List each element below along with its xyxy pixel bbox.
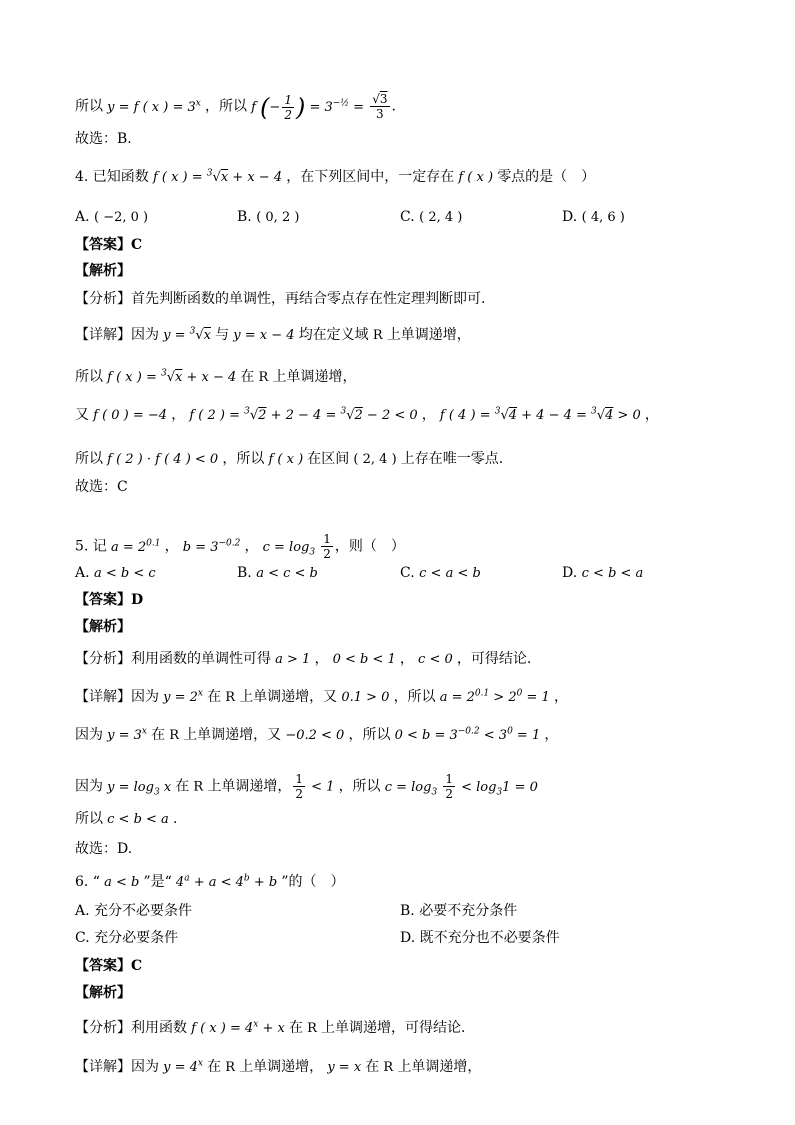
line-top-1: 所以 y = f ( x ) = $3^x$ ，所以 f (− $\frac{1}{2}$ ) = $3^{-\frac{1}{2}}$ = $\frac{√3}{3}$ . (75, 92, 396, 122)
formula: $c = \log_3$ (380, 779, 438, 798)
q4-detail-4: 所以 f ( 2 ) · f ( 4 ) < 0 ，所以 f ( x ) 在区间 ( 2, 4 ) 上存在唯一零点. (75, 451, 504, 467)
q5-choose: 故选：D. (75, 841, 133, 857)
formula: a < b < c (94, 566, 156, 581)
q6-option-c: C. 充分必要条件 (75, 930, 179, 946)
formula: R (254, 370, 273, 385)
formula: R (302, 1021, 322, 1036)
formula: R (368, 328, 387, 343)
q5-detail-3: 因为 $y = \log_3 x$ 在 R 上单调递增， $\frac{1}{2}$ < 1 ，所以 $c = \log_3$ $\frac{1}{2}$ < $\log_31 = 0$ (75, 772, 538, 801)
formula: f (− $\frac{1}{2}$ ) = $3^{-\frac{1}{2}}$ = (246, 92, 369, 122)
q6-option-a: A. 充分不必要条件 (75, 903, 193, 919)
formula: f ( x ) (264, 452, 308, 467)
formula: c < 0 (413, 652, 457, 667)
q4-detail-3: 又 f ( 0 ) = −4 ， f ( 2 ) = $^3$√2 + 2 − 4 = $^3$√2 − 2 < 0 ， f ( 4 ) = $^3$√4 + 4 − 4 = $^3$√4 > 0 ， (75, 406, 659, 423)
formula: f ( 4 ) = $^3$√4 + 4 − 4 = $^3$√4 > 0 (435, 406, 645, 423)
formula: y = x − 4 (229, 328, 299, 343)
q4-analysis: 【分析】首先判断函数的单调性，再结合零点存在性定理判断即可. (75, 291, 486, 307)
q5-detail-2: 因为 $y = 3^x$ 在 R 上单调递增，又 −0.2 < 0 ，所以 $0 < b = 3^{-0.2} < 3^0 = 1$ ， (75, 726, 559, 743)
formula: 0 < b < 1 (328, 652, 400, 667)
formula: a < b (99, 875, 144, 890)
q5-detail-4: 所以 c < b < a . (75, 811, 178, 827)
q6-jiexi: 【解析】 (75, 985, 131, 1001)
formula: $4^a + a < 4^b + b$ (171, 873, 282, 890)
formula: $c = \log_3$ (258, 539, 316, 558)
q6-option-d: D. 既不充分也不必要条件 (400, 930, 560, 946)
line-top-choose: 故选：B. (75, 131, 132, 147)
formula: $y = 3^x$ (103, 726, 147, 743)
q5-jiexi: 【解析】 (75, 619, 131, 635)
formula: $b = 3^{-0.2}$ (178, 538, 241, 555)
q4-choose: 故选：C (75, 479, 128, 495)
formula: ( 2, 4 ) (349, 452, 401, 467)
formula: $y = 4^x$ (159, 1058, 203, 1075)
formula: a < c < b (256, 566, 318, 581)
formula: a > 1 (271, 652, 315, 667)
formula: $0 < b = 3^{-0.2} < 3^0 = 1$ (390, 726, 545, 743)
q4-detail-2: 所以 f ( x ) = $^3$√x + x − 4 在 R 上单调递增， (75, 368, 357, 385)
formula: f ( x ) (454, 170, 498, 185)
formula: y = f ( x ) = $3^x$ (103, 98, 201, 115)
q4-option-b: B. ( 0, 2 ) (237, 209, 300, 225)
formula: c < a < b (419, 566, 481, 581)
formula: < 1 (307, 779, 339, 795)
q5-option-d: D. c < b < a (562, 565, 644, 581)
fraction-one-half: $\frac{1}{2}$ (295, 772, 303, 801)
formula: R (189, 779, 208, 795)
q4-option-a: A. ( −2, 0 ) (75, 209, 149, 225)
formula: ( 2, 4 ) (419, 210, 463, 225)
formula: f ( x ) = $^3$√x + x − 4 (148, 168, 287, 185)
formula: ( 0, 2 ) (256, 210, 300, 225)
q5-option-a: A. a < b < c (75, 565, 156, 581)
q6-detail-1: 【详解】因为 $y = 4^x$ 在 R 上单调递增， y = x 在 R 上单调递增， (75, 1058, 482, 1075)
formula: $a = 2^{0.1} > 2^0 = 1$ (435, 688, 554, 705)
formula: R (221, 1060, 240, 1075)
formula: 0.1 > 0 (337, 690, 394, 705)
q6-option-b: B. 必要不充分条件 (400, 903, 518, 919)
q4-jiexi: 【解析】 (75, 263, 131, 279)
formula: c < b < a (103, 812, 173, 827)
q6-answer: 【答案】C (75, 958, 143, 974)
q5-option-c: C. c < a < b (400, 565, 481, 581)
formula: y = $^3$√x (159, 326, 212, 343)
formula: $y = \log_3 x$ (103, 779, 176, 798)
fraction-sqrt3-over-3: $\frac{√3}{3}$ (372, 92, 388, 121)
formula: ( −2, 0 ) (94, 210, 149, 225)
formula: f ( x ) = $^3$√x + x − 4 (103, 368, 241, 385)
formula: R (379, 1060, 398, 1075)
q4-option-d: D. ( 4, 6 ) (562, 209, 625, 225)
formula: ( 4, 6 ) (581, 210, 625, 225)
formula: y = x (323, 1060, 366, 1075)
formula: f ( 0 ) = −4 (89, 408, 172, 423)
q5-analysis: 【分析】利用函数的单调性可得 a > 1 ， 0 < b < 1 ， c < 0 ，可得结论. (75, 651, 532, 667)
q4-detail-1: 【详解】因为 y = $^3$√x 与 y = x − 4 均在定义域 R 上单调递增， (75, 326, 471, 343)
q6-stem: 6. “ a < b ”是“ $4^a + a < 4^b + b$ ”的（ ） (75, 873, 345, 890)
q4-stem: 4. 已知函数 f ( x ) = $^3$√x + x − 4 ，在下列区间中，一定存在 f ( x ) 零点的是（ ） (75, 168, 596, 185)
formula: f ( 2 ) · f ( 4 ) < 0 (103, 452, 223, 467)
formula: $a = 2^{0.1}$ (106, 538, 161, 555)
formula: < $\log_31 = 0$ (456, 779, 538, 798)
formula: R (165, 728, 184, 743)
q5-stem: 5. 记 $a = 2^{0.1}$ ， $b = 3^{-0.2}$ ， $c = \log_3$ $\frac{1}{2}$ ，则（ ） (75, 532, 405, 561)
formula: R (221, 690, 240, 705)
fraction-one-half: $\frac{1}{2}$ (445, 772, 453, 801)
q5-option-b: B. a < c < b (237, 565, 318, 581)
formula: f ( 2 ) = $^3$√2 + 2 − 4 = $^3$√2 − 2 < 0 (185, 406, 422, 423)
formula: c < b < a (581, 566, 644, 581)
q4-option-c: C. ( 2, 4 ) (400, 209, 463, 225)
formula: $y = 2^x$ (159, 688, 203, 705)
q4-answer: 【答案】C (75, 237, 143, 253)
formula: f ( x ) = $4^x + x$ (187, 1019, 289, 1036)
q5-detail-1: 【详解】因为 $y = 2^x$ 在 R 上单调递增，又 0.1 > 0 ，所以 $a = 2^{0.1} > 2^0 = 1$ ， (75, 688, 568, 705)
q6-analysis: 【分析】利用函数 f ( x ) = $4^x + x$ 在 R 上单调递增，可得结论. (75, 1019, 466, 1036)
formula: −0.2 < 0 (281, 728, 349, 743)
q5-answer: 【答案】D (75, 592, 144, 608)
fraction-one-half: $\frac{1}{2}$ (323, 532, 331, 561)
